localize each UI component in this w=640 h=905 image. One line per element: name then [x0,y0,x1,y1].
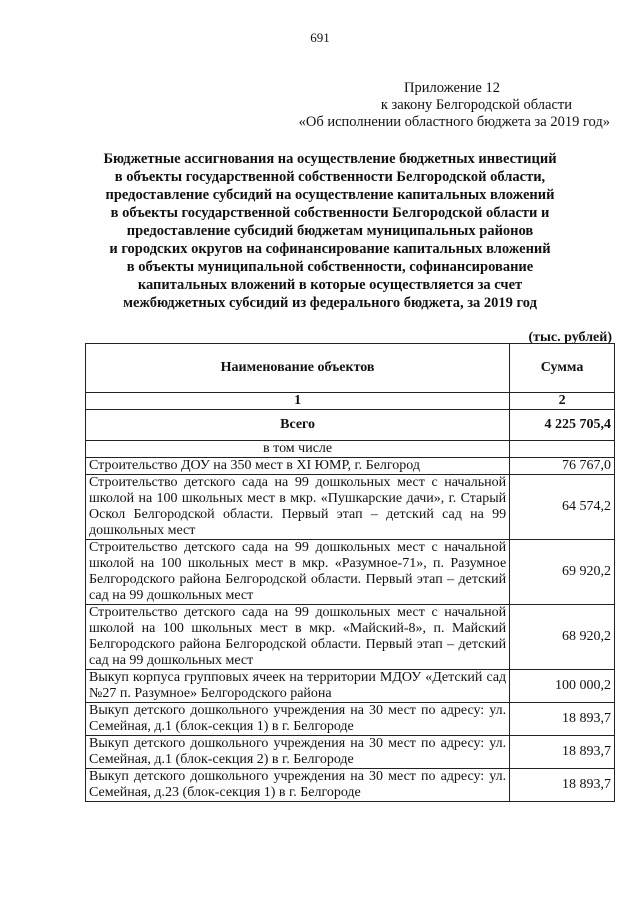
appendix-line-3: «Об исполнении областного бюджета за 2019 год» [298,114,610,130]
table-row [86,670,615,703]
object-sum: 18 893,7 [510,736,615,769]
table-row [86,475,615,540]
total-value: 4 225 705,4 [510,410,615,441]
header-sum: Сумма [510,344,615,393]
object-sum: 100 000,2 [510,670,615,703]
column-number: 1 [86,393,510,410]
table-row [86,540,615,605]
including-empty [510,441,615,458]
appendix-line-1: Приложение 12 [404,80,500,96]
including-row [86,441,615,458]
document-title [40,150,620,312]
object-sum: 18 893,7 [510,703,615,736]
object-name: Строительство детского сада на 99 дошкольных мест с начальной школой на 100 школьных мест в мкр. «Разумное-71», п. Разумное Белгородского района Белгородской области. Первый этап – детский сад на 99 дошкольных мест [86,540,510,605]
appendix-line-2: к закону Белгородской области [380,97,572,113]
column-number: 2 [510,393,615,410]
title-line: в объекты муниципальной собственности, софинансирование [126,259,534,275]
title-line: межбюджетных субсидий из федерального бюджета, за 2019 год [123,295,537,311]
title-line: в объекты государственной собственности Белгородской области, [114,169,546,185]
object-name: Строительство детского сада на 99 дошкольных мест с начальной школой на 100 школьных мест в мкр. «Майский-8», п. Майский Белгородского района Белгородской области. Первый этап – детский сад на 99 дошкольных мест [86,605,510,670]
table-row [86,769,615,802]
table-row [86,736,615,769]
column-number-row [86,393,615,410]
title-line: предоставление субсидий на осуществление капитальных вложений [105,187,555,203]
title-line: и городских округов на софинансирование капитальных вложений [109,241,551,257]
object-sum: 68 920,2 [510,605,615,670]
table-header-row [86,344,615,393]
budget-table [85,343,615,802]
table-row [86,458,615,475]
table-row [86,703,615,736]
object-sum: 18 893,7 [510,769,615,802]
page-number: 691 [310,30,330,45]
table-row [86,605,615,670]
title-line: предоставление субсидий бюджетам муниципальных районов [126,223,534,239]
object-sum: 69 920,2 [510,540,615,605]
total-label: Всего [86,410,510,441]
object-sum: 76 767,0 [510,458,615,475]
including-label: в том числе [86,441,510,458]
object-name: Выкуп детского дошкольного учреждения на 30 мест по адресу: ул. Семейная, д.23 (блок-секция 1) в г. Белгороде [86,769,510,802]
object-name: Строительство ДОУ на 350 мест в XI ЮМР, г. Белгород [86,458,510,475]
title-line: Бюджетные ассигнования на осуществление бюджетных инвестиций [103,151,557,167]
title-line: капитальных вложений в которые осуществляется за счет [137,277,523,293]
header-name: Наименование объектов [86,344,510,393]
total-row [86,410,615,441]
object-name: Выкуп детского дошкольного учреждения на 30 мест по адресу: ул. Семейная, д.1 (блок-секция 2) в г. Белгороде [86,736,510,769]
object-sum: 64 574,2 [510,475,615,540]
object-name: Выкуп детского дошкольного учреждения на 30 мест по адресу: ул. Семейная, д.1 (блок-секция 1) в г. Белгороде [86,703,510,736]
title-line: в объекты государственной собственности Белгородской области и [110,205,550,221]
object-name: Строительство детского сада на 99 дошкольных мест с начальной школой на 100 школьных мест в мкр. «Пушкарские дачи», г. Старый Оскол Белгородской области. Первый этап – детский сад на 99 дошкольных мест [86,475,510,540]
appendix-header [190,80,610,131]
object-name: Выкуп корпуса групповых ячеек на территории МДОУ «Детский сад №27 п. Разумное» Белгородского района [86,670,510,703]
units-label: (тыс. рублей) [528,330,612,345]
